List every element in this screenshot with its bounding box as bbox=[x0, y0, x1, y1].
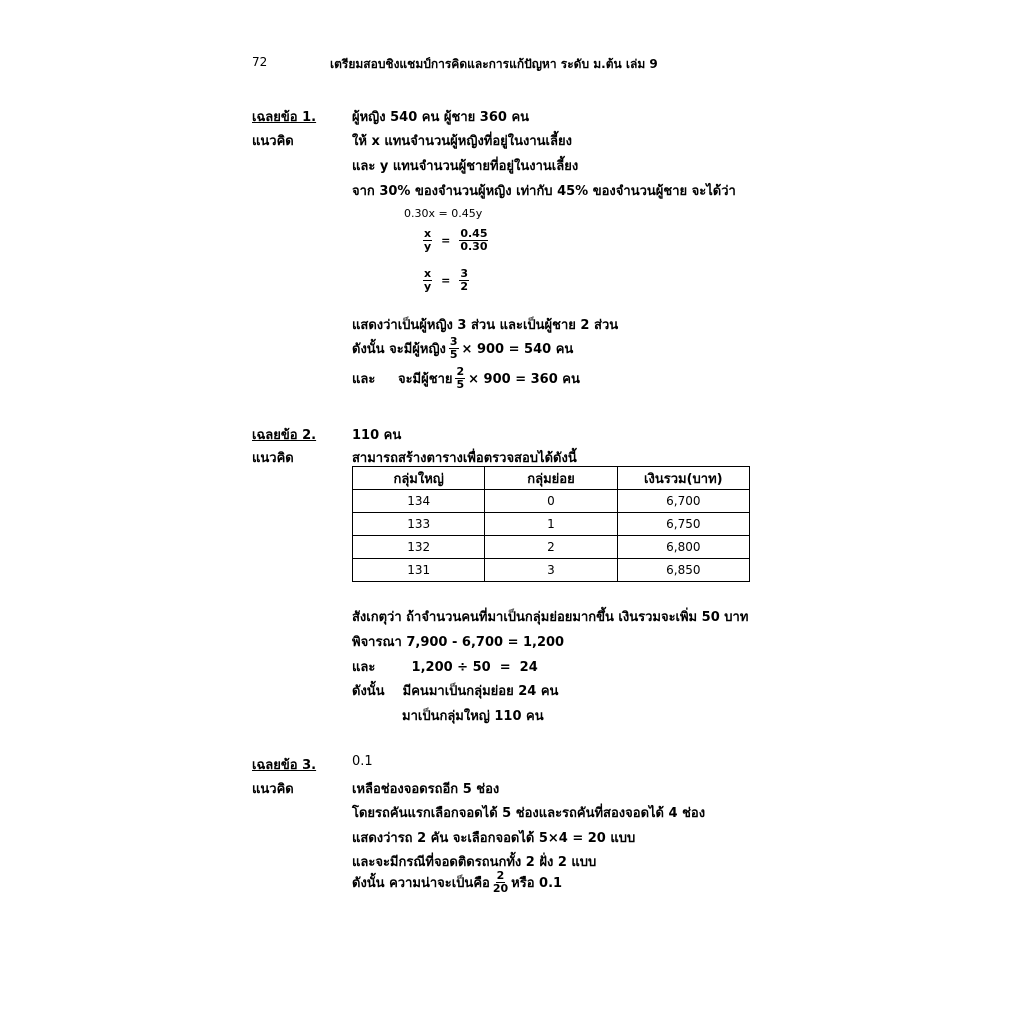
q1-men-line bbox=[352, 366, 580, 391]
table-cell: 0 bbox=[485, 490, 617, 513]
table-row bbox=[353, 490, 750, 513]
q2-line-5: มาเป็นกลุ่มใหญ่ 110 คน bbox=[402, 709, 544, 724]
page-number: 72 bbox=[252, 55, 268, 69]
q1-line-3: จาก 30% ของจำนวนผู้หญิง เท่ากับ 45% ของจำนวนผู้ชาย จะได้ว่า bbox=[352, 184, 736, 199]
table-cell: 1 bbox=[485, 513, 617, 536]
table-cell: 2 bbox=[485, 536, 617, 559]
women-prefix: ดังนั้น จะมีผู้หญิง bbox=[352, 342, 446, 358]
q1-ratio-line: แสดงว่าเป็นผู้หญิง 3 ส่วน และเป็นผู้ชาย 2 ส่วน bbox=[352, 318, 619, 333]
q3-line-2: โดยรถคันแรกเลือกจอดได้ 5 ช่องและรถคันที่สองจอดได้ 4 ช่อง bbox=[352, 806, 706, 821]
page-header-title: เตรียมสอบชิงแชมป์การคิดและการแก้ปัญหา ระดับ ม.ต้น เล่ม 9 bbox=[330, 57, 658, 71]
q3-label: เฉลยข้อ 3. bbox=[252, 758, 317, 773]
men-prefix: และ จะมีผู้ชาย bbox=[352, 372, 453, 388]
q3-answer: 0.1 bbox=[352, 754, 373, 769]
q1-line-2: และ y แทนจำนวนผู้ชายที่อยู่ในงานเลี้ยง bbox=[352, 159, 579, 174]
fraction-numerator: x bbox=[424, 267, 432, 280]
column-header: กลุ่มย่อย bbox=[485, 467, 617, 490]
table-cell: 6,800 bbox=[617, 536, 749, 559]
column-header: กลุ่มใหญ่ bbox=[353, 467, 485, 490]
q1-answer: ผู้หญิง 540 คน ผู้ชาย 360 คน bbox=[352, 110, 530, 125]
table-cell: 132 bbox=[353, 536, 485, 559]
men-suffix: × 900 = 360 คน bbox=[468, 372, 580, 388]
q1-equation-2: $\frac{x}{y}$ = $\frac{0.45}{0.30}$ bbox=[423, 227, 488, 254]
fraction-denominator: 5 bbox=[456, 378, 465, 392]
table-row bbox=[353, 559, 750, 582]
q1-equation-1: 0.30x = 0.45y bbox=[404, 207, 483, 220]
women-suffix: × 900 = 540 คน bbox=[461, 342, 574, 358]
fraction-numerator: 3 bbox=[449, 335, 458, 348]
fraction-numerator: 3 bbox=[460, 267, 468, 280]
fraction-denominator: y bbox=[423, 280, 432, 294]
table-header-row bbox=[353, 467, 750, 490]
table-cell: 6,750 bbox=[617, 513, 749, 536]
fraction-denominator: 5 bbox=[449, 348, 458, 362]
table-cell: 3 bbox=[485, 559, 617, 582]
table-cell: 6,700 bbox=[617, 490, 749, 513]
q1-equation-3: $\frac{x}{y}$ = $\frac{3}{2}$ bbox=[423, 267, 468, 294]
fraction-numerator: 2 bbox=[456, 365, 465, 378]
q2-answer: 110 คน bbox=[352, 428, 402, 443]
q1-line-1: ให้ x แทนจำนวนผู้หญิงที่อยู่ในงานเลี้ยง bbox=[352, 134, 572, 149]
q3-line-1: เหลือช่องจอดรถอีก 5 ช่อง bbox=[352, 782, 500, 797]
q3-line-4: และจะมีกรณีที่จอดติดรถนกทั้ง 2 ฝั่ง 2 แบบ bbox=[352, 855, 597, 870]
q2-line-2: พิจารณา 7,900 - 6,700 = 1,200 bbox=[352, 635, 565, 650]
q2-method-label: แนวคิด bbox=[252, 451, 294, 466]
q1-label: เฉลยข้อ 1. bbox=[252, 110, 317, 125]
table-cell: 133 bbox=[353, 513, 485, 536]
fraction-denominator: y bbox=[423, 240, 432, 254]
table-row bbox=[353, 536, 750, 559]
fraction-numerator: x bbox=[424, 227, 432, 240]
q2-line-1: สังเกตุว่า ถ้าจำนวนคนที่มาเป็นกลุ่มย่อยมากขึ้น เงินรวมจะเพิ่ม 50 บาท bbox=[352, 610, 749, 625]
q3-line-3: แสดงว่ารถ 2 คัน จะเลือกจอดได้ 5×4 = 20 แบบ bbox=[352, 831, 636, 846]
q3-method-label: แนวคิด bbox=[252, 782, 294, 797]
q3-final-line bbox=[352, 870, 562, 895]
table-cell: 6,850 bbox=[617, 559, 749, 582]
table-cell: 131 bbox=[353, 559, 485, 582]
q2-line-3: และ 1,200 ÷ 50 = 24 bbox=[352, 660, 538, 675]
q2-label: เฉลยข้อ 2. bbox=[252, 428, 317, 443]
table-cell: 134 bbox=[353, 490, 485, 513]
fraction-denominator: 0.30 bbox=[460, 240, 488, 254]
fraction-denominator: 2 bbox=[460, 280, 468, 294]
fraction-denominator: 20 bbox=[492, 882, 509, 896]
fraction-numerator: 2 bbox=[496, 869, 505, 882]
column-header: เงินรวม(บาท) bbox=[617, 467, 749, 490]
q2-intro: สามารถสร้างตารางเพื่อตรวจสอบได้ดังนี้ bbox=[352, 451, 577, 466]
q2-line-4: ดังนั้น มีคนมาเป็นกลุ่มย่อย 24 คน bbox=[352, 684, 559, 699]
q1-method-label: แนวคิด bbox=[252, 134, 294, 149]
fraction-numerator: 0.45 bbox=[460, 227, 488, 240]
final-suffix: หรือ 0.1 bbox=[511, 876, 563, 892]
final-prefix: ดังนั้น ความน่าจะเป็นคือ bbox=[352, 876, 490, 892]
groups-table bbox=[352, 466, 750, 582]
q1-women-line bbox=[352, 336, 573, 361]
table-row bbox=[353, 513, 750, 536]
